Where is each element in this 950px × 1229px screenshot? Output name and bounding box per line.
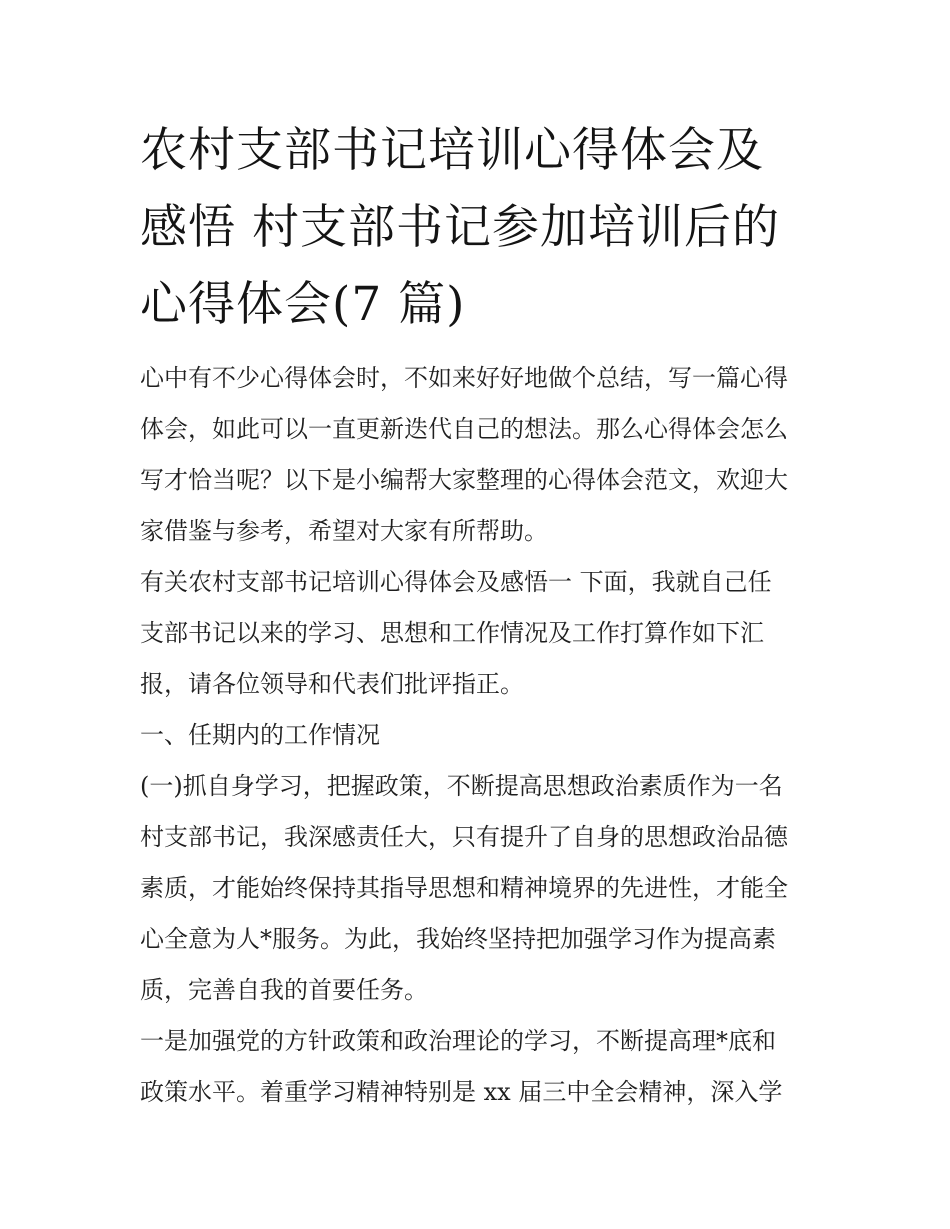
body-line: (一)抓自身学习，把握政策，不断提高思想政治素质作为一名 — [140, 772, 783, 800]
title-line: 感悟 村支部书记参加培训后的 — [140, 200, 780, 255]
body-line: 写才恰当呢？以下是小编帮大家整理的心得体会范文，欢迎大 — [140, 466, 788, 494]
body-line: 体会，如此可以一直更新迭代自己的想法。那么心得体会怎么 — [140, 415, 788, 443]
body-line: 政策水平。着重学习精神特别是 xx 届三中全会精神，深入学 — [140, 1078, 783, 1106]
body-line: 报，请各位领导和代表们批评指正。 — [140, 670, 524, 698]
section-heading: 一、任期内的工作情况 — [140, 721, 380, 749]
document-body — [140, 353, 820, 1118]
title-line: 农村支部书记培训心得体会及 — [140, 123, 764, 178]
body-line: 一是加强党的方针政策和政治理论的学习，不断提高理*底和 — [140, 1027, 776, 1055]
body-line: 村支部书记，我深感责任大，只有提升了自身的思想政治品德 — [140, 823, 788, 851]
title-line: 心得体会(7 篇) — [140, 277, 466, 332]
body-line: 素质，才能始终保持其指导思想和精神境界的先进性，才能全 — [140, 874, 788, 902]
document-title — [140, 112, 830, 343]
body-line: 支部书记以来的学习、思想和工作情况及工作打算作如下汇 — [140, 619, 764, 647]
body-line: 家借鉴与参考，希望对大家有所帮助。 — [140, 517, 548, 545]
body-line: 心中有不少心得体会时，不如来好好地做个总结，写一篇心得 — [140, 364, 788, 392]
body-line: 心全意为人*服务。为此，我始终坚持把加强学习作为提高素 — [140, 925, 776, 953]
body-line: 质，完善自我的首要任务。 — [140, 976, 428, 1004]
body-line: 有关农村支部书记培训心得体会及感悟一 下面，我就自己任 — [140, 568, 772, 596]
